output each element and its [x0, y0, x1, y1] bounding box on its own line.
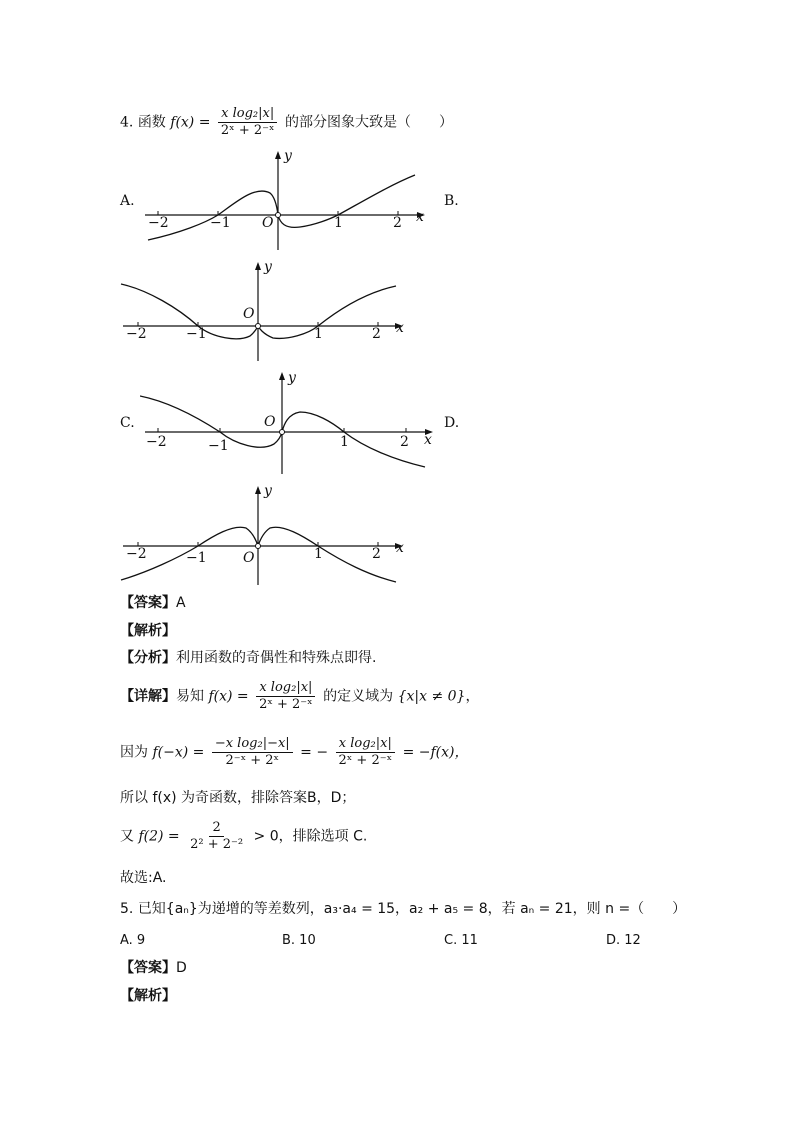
q4-fraction [218, 106, 278, 139]
q4-stem-prefix: 函数 [137, 114, 166, 131]
graph-c [140, 364, 440, 479]
graph-a-x-label: x [416, 209, 424, 225]
q4-answer-tag: 【答案】 [120, 595, 176, 611]
q4-line1-mid: 的定义域为 [323, 688, 394, 705]
graph-c-tick-neg2: −2 [146, 434, 167, 450]
q4-fenxi-text: 利用函数的奇偶性和特殊点即得. [176, 650, 377, 666]
graph-c-x-label: x [424, 432, 432, 448]
q4-line4-pre: 又 [120, 828, 134, 845]
graph-b-origin: O [243, 306, 255, 322]
graph-b-tick-1: 1 [314, 326, 323, 342]
graph-a-tick-neg2: −2 [148, 215, 169, 231]
q4-line2-fraction2 [336, 736, 396, 769]
graph-b-tick-neg2: −2 [126, 326, 147, 342]
q4-line1-pre: 易知 [176, 688, 204, 705]
graph-a-tick-neg1: −1 [210, 215, 231, 231]
graph-a [140, 145, 430, 255]
q4-fenxi [120, 649, 376, 667]
q4-line2-end: = −f(x)， [402, 744, 469, 761]
q4-line1-domain: {x|x ≠ 0} [397, 688, 466, 705]
graph-a-origin: O [262, 215, 274, 231]
q4-line2-fx: f(−x) = [152, 744, 205, 761]
graph-c-tick-2: 2 [400, 434, 409, 450]
q4-fraction-den: 2ˣ + 2⁻ˣ [220, 123, 275, 138]
graph-b-tick-neg1: −1 [186, 326, 207, 342]
q4-stem [120, 106, 453, 139]
q4-detail-line2 [120, 736, 468, 769]
q4-line2-den2: 2ˣ + 2⁻ˣ [338, 753, 393, 768]
q4-line1-fraction [256, 680, 316, 713]
q4-line4-f2: f(2) = [138, 828, 180, 845]
q4-line1-end: ， [465, 688, 480, 705]
q4-line2-fraction1 [212, 736, 293, 769]
q5-answer-tag: 【答案】 [120, 960, 176, 976]
q4-stem-suffix: 的部分图象大致是（ ） [284, 114, 453, 131]
q4-fraction-num: x log₂|x| [218, 106, 277, 123]
graph-c-tick-1: 1 [340, 434, 349, 450]
graph-c-y-label: y [288, 370, 296, 386]
option-c-label: C. [120, 415, 135, 431]
q4-line2-num1: −x log₂|−x| [212, 736, 293, 753]
q4-analysis-tag: 【解析】 [120, 623, 176, 639]
q5-option-b: B. 10 [282, 933, 316, 948]
option-a-label: A. [120, 193, 135, 209]
graph-d-tick-2: 2 [372, 546, 381, 562]
q4-line2-den1: 2⁻ˣ + 2ˣ [225, 753, 280, 768]
q5-number: 5. [120, 901, 134, 917]
graph-d-y-label: y [264, 483, 272, 499]
graph-d-tick-neg1: −1 [186, 550, 207, 566]
q5-stem-text: 已知{aₙ}为递增的等差数列，a₃·a₄ = 15，a₂ + a₅ = 8，若 aₙ = 21，则 n =（ ） [137, 901, 687, 917]
graph-d-x-label: x [396, 540, 404, 556]
option-d-label: D. [444, 415, 460, 431]
graph-b-tick-2: 2 [372, 326, 381, 342]
q4-line2-eq: = − [300, 744, 329, 761]
q4-line1-den: 2ˣ + 2⁻ˣ [259, 697, 313, 712]
q4-line4-fraction [187, 820, 246, 853]
q4-answer [120, 594, 186, 612]
graph-c-tick-neg1: −1 [208, 438, 229, 454]
graph-b [118, 256, 408, 366]
graph-a-tick-1: 1 [334, 215, 343, 231]
graph-d-tick-1: 1 [314, 546, 323, 562]
q4-line2-pre: 因为 [120, 744, 148, 761]
q4-line1-func: f(x) = [208, 688, 249, 705]
q4-line4-den: 2² + 2⁻² [190, 837, 244, 852]
graph-d-tick-neg2: −2 [126, 546, 147, 562]
q4-number: 4. [120, 114, 134, 131]
q4-line4-num: 2 [209, 820, 223, 837]
option-b-label: B. [444, 193, 459, 209]
graph-d [118, 480, 408, 590]
q4-detail-line5: 故选:A. [120, 870, 167, 886]
q4-line4-end: > 0，排除选项 C. [253, 828, 368, 845]
q4-detail-line4 [120, 820, 367, 853]
q4-fenxi-tag: 【分析】 [120, 650, 176, 666]
graph-c-origin: O [264, 414, 276, 430]
q5-analysis-tag: 【解析】 [120, 988, 176, 1004]
q4-line2-num2: x log₂|x| [336, 736, 395, 753]
q5-stem [120, 900, 686, 918]
graph-d-origin: O [243, 550, 255, 566]
q5-answer [120, 959, 187, 977]
q4-xiangjie-tag: 【详解】 [120, 688, 176, 705]
q4-answer-value: A [176, 595, 186, 611]
q4-detail-line1 [120, 680, 479, 713]
q4-func: f(x) = [170, 114, 211, 131]
graph-a-y-label: y [284, 148, 292, 164]
graph-b-y-label: y [264, 259, 272, 275]
q4-line1-num: x log₂|x| [256, 680, 315, 697]
q5-answer-value: D [176, 960, 187, 976]
q5-option-a: A. 9 [120, 933, 146, 948]
q5-option-d: D. 12 [606, 933, 641, 948]
graph-b-x-label: x [396, 320, 404, 336]
q4-detail-line3: 所以 f(x) 为奇函数，排除答案B，D； [120, 790, 356, 806]
q5-option-c: C. 11 [444, 933, 478, 948]
graph-a-tick-2: 2 [393, 215, 402, 231]
